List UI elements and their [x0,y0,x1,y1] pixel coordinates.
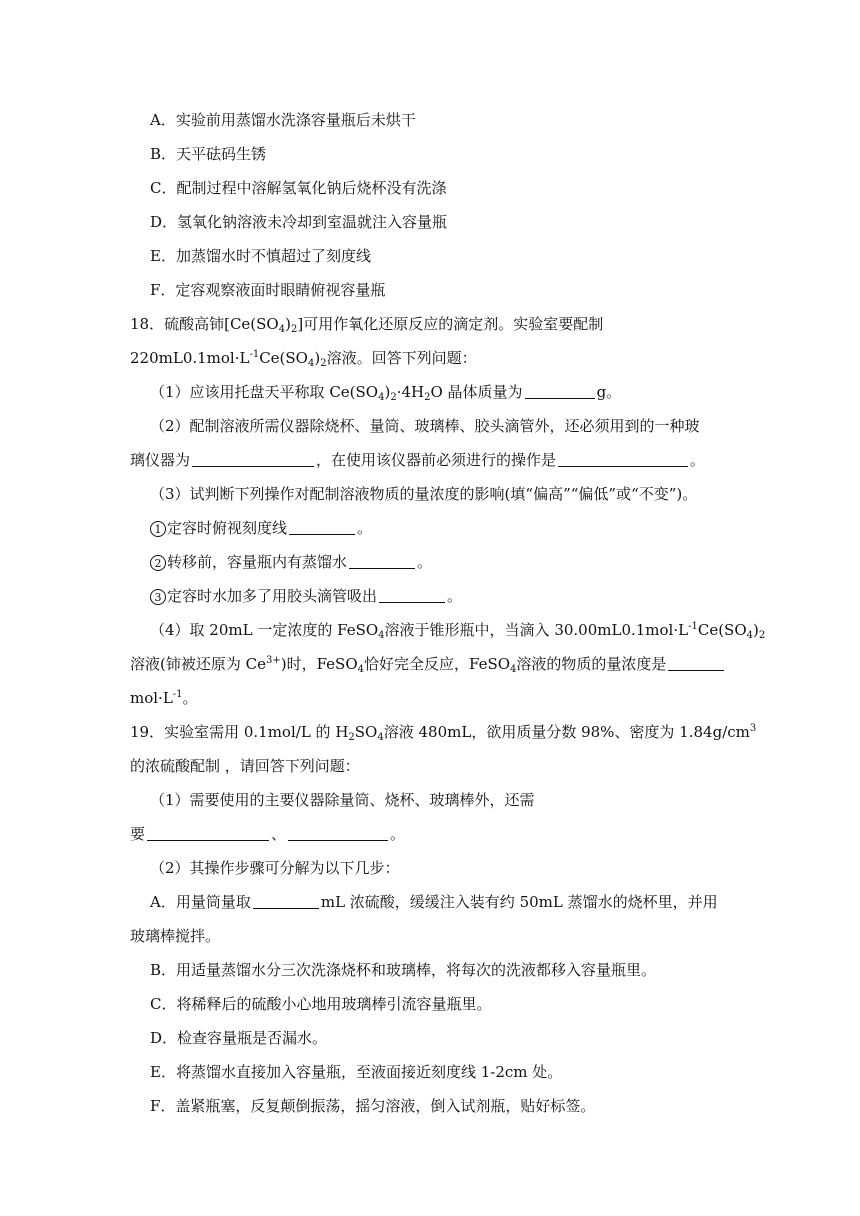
superscript: 3 [749,723,757,734]
subscript: 2 [290,324,298,335]
text: 定容时俯视刻度线 [167,519,288,537]
subscript: 2 [758,630,766,641]
q17-option-c: C．配制过程中溶解氢氧化钠后烧杯没有洗涤 [150,179,447,197]
q19-step-e: E．将蒸馏水直接加入容量瓶，至液面接近刻度线 1-2cm 处。 [150,1063,563,1081]
q17-option-f: F．定容观察液面时眼睛俯视容量瓶 [150,281,386,299]
text: O 晶体质量为 [430,383,523,401]
subscript: 4 [357,664,364,675]
text: 转移前，容量瓶内有蒸馏水 [167,553,348,571]
q18-part3-item1 [150,518,770,538]
subscript: 4 [378,392,385,403]
q19-step-d: D．检查容量瓶是否漏水。 [150,1029,328,1047]
circled-number: 3 [150,589,166,605]
text: mol·L [130,689,173,707]
subscript: 4 [278,324,286,335]
q19-step-a-line1 [150,892,770,912]
q19-stem-line1 [130,722,757,743]
q17-option-d: D．氢氧化钠溶液未冷却到室温就注入容量瓶 [150,213,448,231]
q18-part4-line2 [130,654,750,674]
text: 溶液(铈被还原为 Ce [130,655,266,673]
text: SO [354,723,378,741]
circled-number: 2 [150,555,166,571]
subscript: 4 [746,630,753,641]
text: 220mL0.1mol·L [130,349,250,367]
text: )时，FeSO [280,655,358,673]
q18-part3-item2 [150,552,770,572]
text: ) [314,349,321,367]
subscript: 2 [348,732,355,743]
superscript: 3+ [265,655,281,666]
text: （4）取 20mL 一定浓度的 FeSO [150,621,379,639]
answer-blank[interactable] [192,451,314,467]
text: ·4H [396,383,425,401]
subscript: 4 [307,358,315,369]
q18-part4-line3 [130,688,750,708]
text: （1）应该用托盘天平称取 Ce(SO [150,383,379,401]
text: 。 [182,689,198,707]
answer-blank[interactable] [525,383,595,399]
superscript: -1 [172,689,183,700]
q18-stem-line1 [130,314,750,334]
answer-blank[interactable] [253,893,319,909]
text: 18．硫酸高铈[Ce(SO [130,315,279,333]
text: A．用量筒量取 [150,893,251,911]
text: ) [285,315,291,333]
circled-number: 1 [150,521,166,537]
q18-part2-line2 [130,450,750,470]
q19-step-b: B．用适量蒸馏水分三次洗涤烧杯和玻璃棒，将每次的洗液都移入容量瓶里。 [150,961,657,979]
q19-part2: （2）其操作步骤可分解为以下几步： [150,859,400,877]
subscript: 4 [510,664,517,675]
text: 溶液。回答下列问题： [326,349,477,367]
answer-blank[interactable] [379,587,445,603]
text: 。 [690,451,706,469]
q18-part4-line1 [150,620,770,640]
q18-stem-line2 [130,348,750,368]
subscript: 4 [377,732,384,743]
q18-part2-line1: （2）配制溶液所需仪器除烧杯、量筒、玻璃棒、胶头滴管外，还必须用到的一种玻 [150,417,700,435]
text: 璃仪器为 [130,451,191,469]
superscript: -1 [688,621,698,632]
superscript: -1 [249,349,260,360]
answer-blank[interactable] [558,451,688,467]
text: ) [384,383,391,401]
text: mL 浓硫酸，缓缓注入装有约 50mL 蒸馏水的烧杯里，并用 [320,893,718,911]
answer-blank[interactable] [289,519,355,535]
subscript: 2 [320,358,327,369]
q19-step-a-line2: 玻璃棒搅拌。 [130,927,221,945]
q17-option-a: A．实验前用蒸馏水洗涤容量瓶后未烘干 [150,111,416,129]
text: 19．实验室需用 0.1mol/L 的 H [130,723,349,741]
answer-blank[interactable] [668,655,724,671]
text: ) [753,621,759,639]
subscript: 2 [390,392,397,403]
q17-option-b: B．天平砝码生锈 [150,145,267,163]
text: 。 [417,553,433,571]
answer-blank[interactable] [288,825,388,841]
text: 、 [271,825,287,843]
text: 要 [130,825,146,843]
text: 。 [390,825,406,843]
text: 溶液 480mL，欲用质量分数 98%、密度为 1.84g/cm [383,723,750,741]
subscript: 4 [378,630,385,641]
q19-stem-line2: 的浓硫酸配制 ，请回答下列问题： [130,757,360,775]
q18-part3: （3）试判断下列操作对配制溶液物质的量浓度的影响(填“偏高”“偏低”或“不变”)。 [150,485,698,503]
q19-part1-line1: （1）需要使用的主要仪器除量筒、烧杯、玻璃棒外，还需 [150,791,535,809]
subscript: 2 [424,392,431,403]
q17-option-e: E．加蒸馏水时不慎超过了刻度线 [150,247,371,265]
text: Ce(SO [259,349,308,367]
text: 。 [357,519,373,537]
text: ，在使用该仪器前必须进行的操作是 [316,451,557,469]
q19-step-c: C．将稀释后的硫酸小心地用玻璃棒引流容量瓶里。 [150,995,492,1013]
text: 定容时水加多了用胶头滴管吸出 [167,587,378,605]
text: 恰好完全反应，FeSO [364,655,511,673]
q18-part3-item3 [150,586,770,606]
answer-blank[interactable] [147,825,269,841]
q18-part1 [150,382,770,402]
q19-step-f: F．盖紧瓶塞，反复颠倒振荡，摇匀溶液，倒入试剂瓶，贴好标签。 [150,1097,596,1115]
q19-part1-line2 [130,824,750,844]
text: ]可用作氧化还原反应的滴定剂。实验室要配制 [297,315,604,333]
text: g。 [596,383,622,401]
text: 溶液于锥形瓶中，当滴入 30.00mL0.1mol·L [384,621,689,639]
answer-blank[interactable] [349,553,415,569]
text: Ce(SO [697,621,747,639]
text: 溶液的物质的量浓度是 [516,655,667,673]
text: 。 [447,587,463,605]
